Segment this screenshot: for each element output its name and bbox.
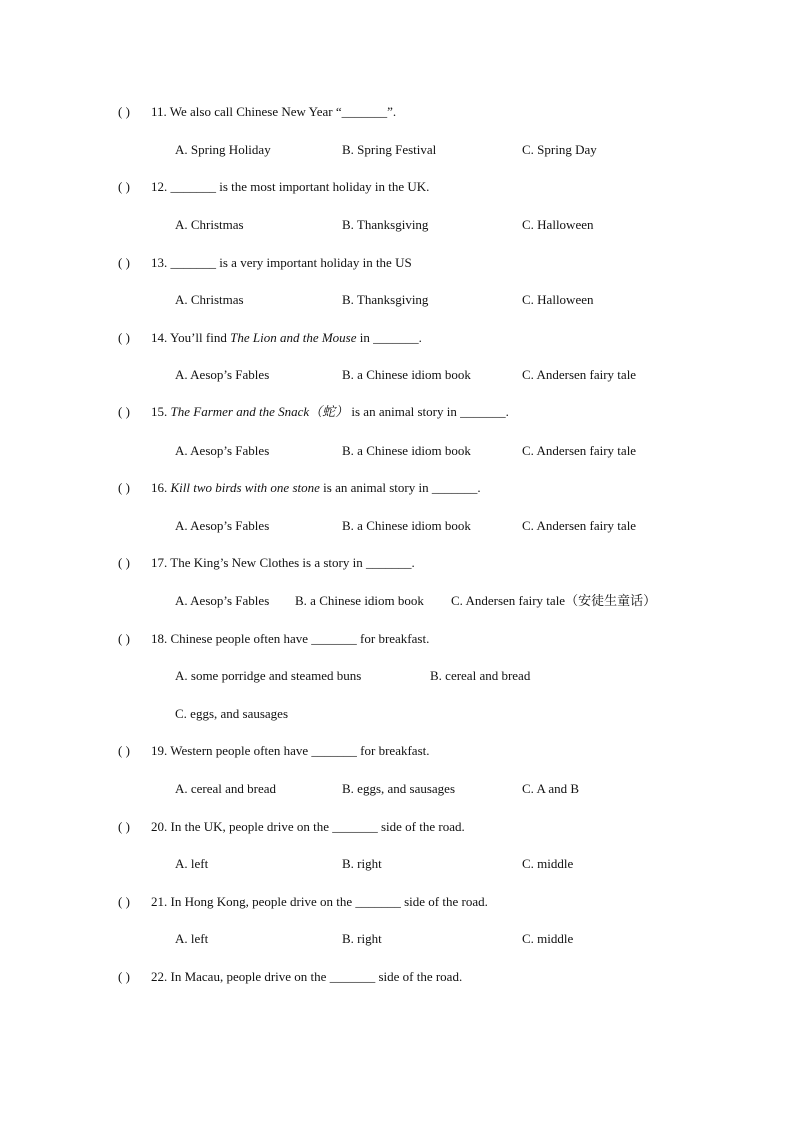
question-text: 11. We also call Chinese New Year “_______”. [151, 104, 397, 119]
question-text-pre: 15. [151, 404, 171, 419]
option-c: C. Halloween [522, 292, 594, 307]
answer-blank[interactable]: ( ) [118, 404, 130, 419]
answer-blank[interactable]: ( ) [118, 969, 130, 984]
option-c: C. Spring Day [522, 142, 597, 157]
option-a: A. Aesop’s Fables [175, 518, 270, 533]
option-b: B. Thanksgiving [342, 292, 429, 307]
question-text-pre: 14. You’ll find [151, 330, 231, 345]
question-15 [118, 404, 678, 420]
question-text: 18. Chinese people often have _______ for breakfast. [151, 631, 430, 646]
answer-blank[interactable]: ( ) [118, 555, 130, 570]
question-16 [118, 480, 678, 496]
question-text-post: is an animal story in _______. [319, 480, 481, 495]
option-b: B. a Chinese idiom book [342, 518, 471, 533]
question-12 [118, 179, 678, 195]
option-b: B. Thanksgiving [342, 217, 429, 232]
question-text [151, 404, 509, 420]
story-title: The Lion and the Mouse [230, 330, 357, 345]
option-b: B. cereal and bread [430, 668, 531, 683]
option-b: B. a Chinese idiom book [295, 593, 424, 608]
answer-blank[interactable]: ( ) [118, 330, 130, 345]
option-b: B. right [342, 856, 382, 871]
question-text: 20. In the UK, people drive on the _______ side of the road. [151, 819, 465, 834]
idiom-title: Kill two birds with one stone [170, 480, 320, 495]
question-13 [118, 255, 678, 271]
option-a: A. some porridge and steamed buns [175, 668, 362, 683]
question-text: 21. In Hong Kong, people drive on the _______ side of the road. [151, 894, 488, 909]
question-text-post: in _______. [356, 330, 422, 345]
question-20 [118, 819, 678, 835]
option-c: C. Andersen fairy tale [522, 367, 637, 382]
story-title: The Farmer and the Snack（蛇） [170, 404, 349, 419]
question-text-post: is an animal story in _______. [348, 404, 509, 419]
option-c: C. Andersen fairy tale [522, 518, 637, 533]
answer-blank[interactable]: ( ) [118, 819, 130, 834]
question-text [151, 480, 481, 496]
option-a: A. Aesop’s Fables [175, 443, 270, 458]
option-a: A. left [175, 856, 209, 871]
question-21 [118, 894, 678, 910]
question-11 [118, 104, 678, 120]
option-b: B. a Chinese idiom book [342, 443, 471, 458]
question-text: 22. In Macau, people drive on the _______ side of the road. [151, 969, 463, 984]
question-text [151, 330, 422, 346]
option-b: B. eggs, and sausages [342, 781, 456, 796]
question-text: 12. _______ is the most important holiday in the UK. [151, 179, 430, 194]
option-b: B. right [342, 931, 382, 946]
question-14 [118, 330, 678, 346]
option-b: B. a Chinese idiom book [342, 367, 471, 382]
option-a: A. left [175, 931, 209, 946]
option-a: A. Christmas [175, 217, 244, 232]
option-b: B. Spring Festival [342, 142, 437, 157]
question-18 [118, 631, 678, 647]
option-a: A. Christmas [175, 292, 244, 307]
option-a: A. Aesop’s Fables [175, 593, 270, 608]
question-17 [118, 555, 678, 571]
question-19 [118, 743, 678, 759]
answer-blank[interactable]: ( ) [118, 104, 130, 119]
answer-blank[interactable]: ( ) [118, 255, 130, 270]
option-a: A. Aesop’s Fables [175, 367, 270, 382]
answer-blank[interactable]: ( ) [118, 480, 130, 495]
option-a: A. cereal and bread [175, 781, 277, 796]
option-c: C. A and B [522, 781, 580, 796]
question-text: 13. _______ is a very important holiday in the US [151, 255, 412, 270]
answer-blank[interactable]: ( ) [118, 894, 130, 909]
option-c: C. middle [522, 856, 574, 871]
answer-blank[interactable]: ( ) [118, 179, 130, 194]
option-c: C. middle [522, 931, 574, 946]
option-c: C. Halloween [522, 217, 594, 232]
answer-blank[interactable]: ( ) [118, 743, 130, 758]
answer-blank[interactable]: ( ) [118, 631, 130, 646]
option-c: C. Andersen fairy tale（安徒生童话） [451, 593, 657, 608]
question-text: 17. The King’s New Clothes is a story in _______. [151, 555, 415, 570]
question-22 [118, 969, 678, 985]
question-text-pre: 16. [151, 480, 171, 495]
question-text: 19. Western people often have _______ for breakfast. [151, 743, 430, 758]
option-c: C. Andersen fairy tale [522, 443, 637, 458]
option-a: A. Spring Holiday [175, 142, 271, 157]
option-c: C. eggs, and sausages [175, 706, 289, 721]
